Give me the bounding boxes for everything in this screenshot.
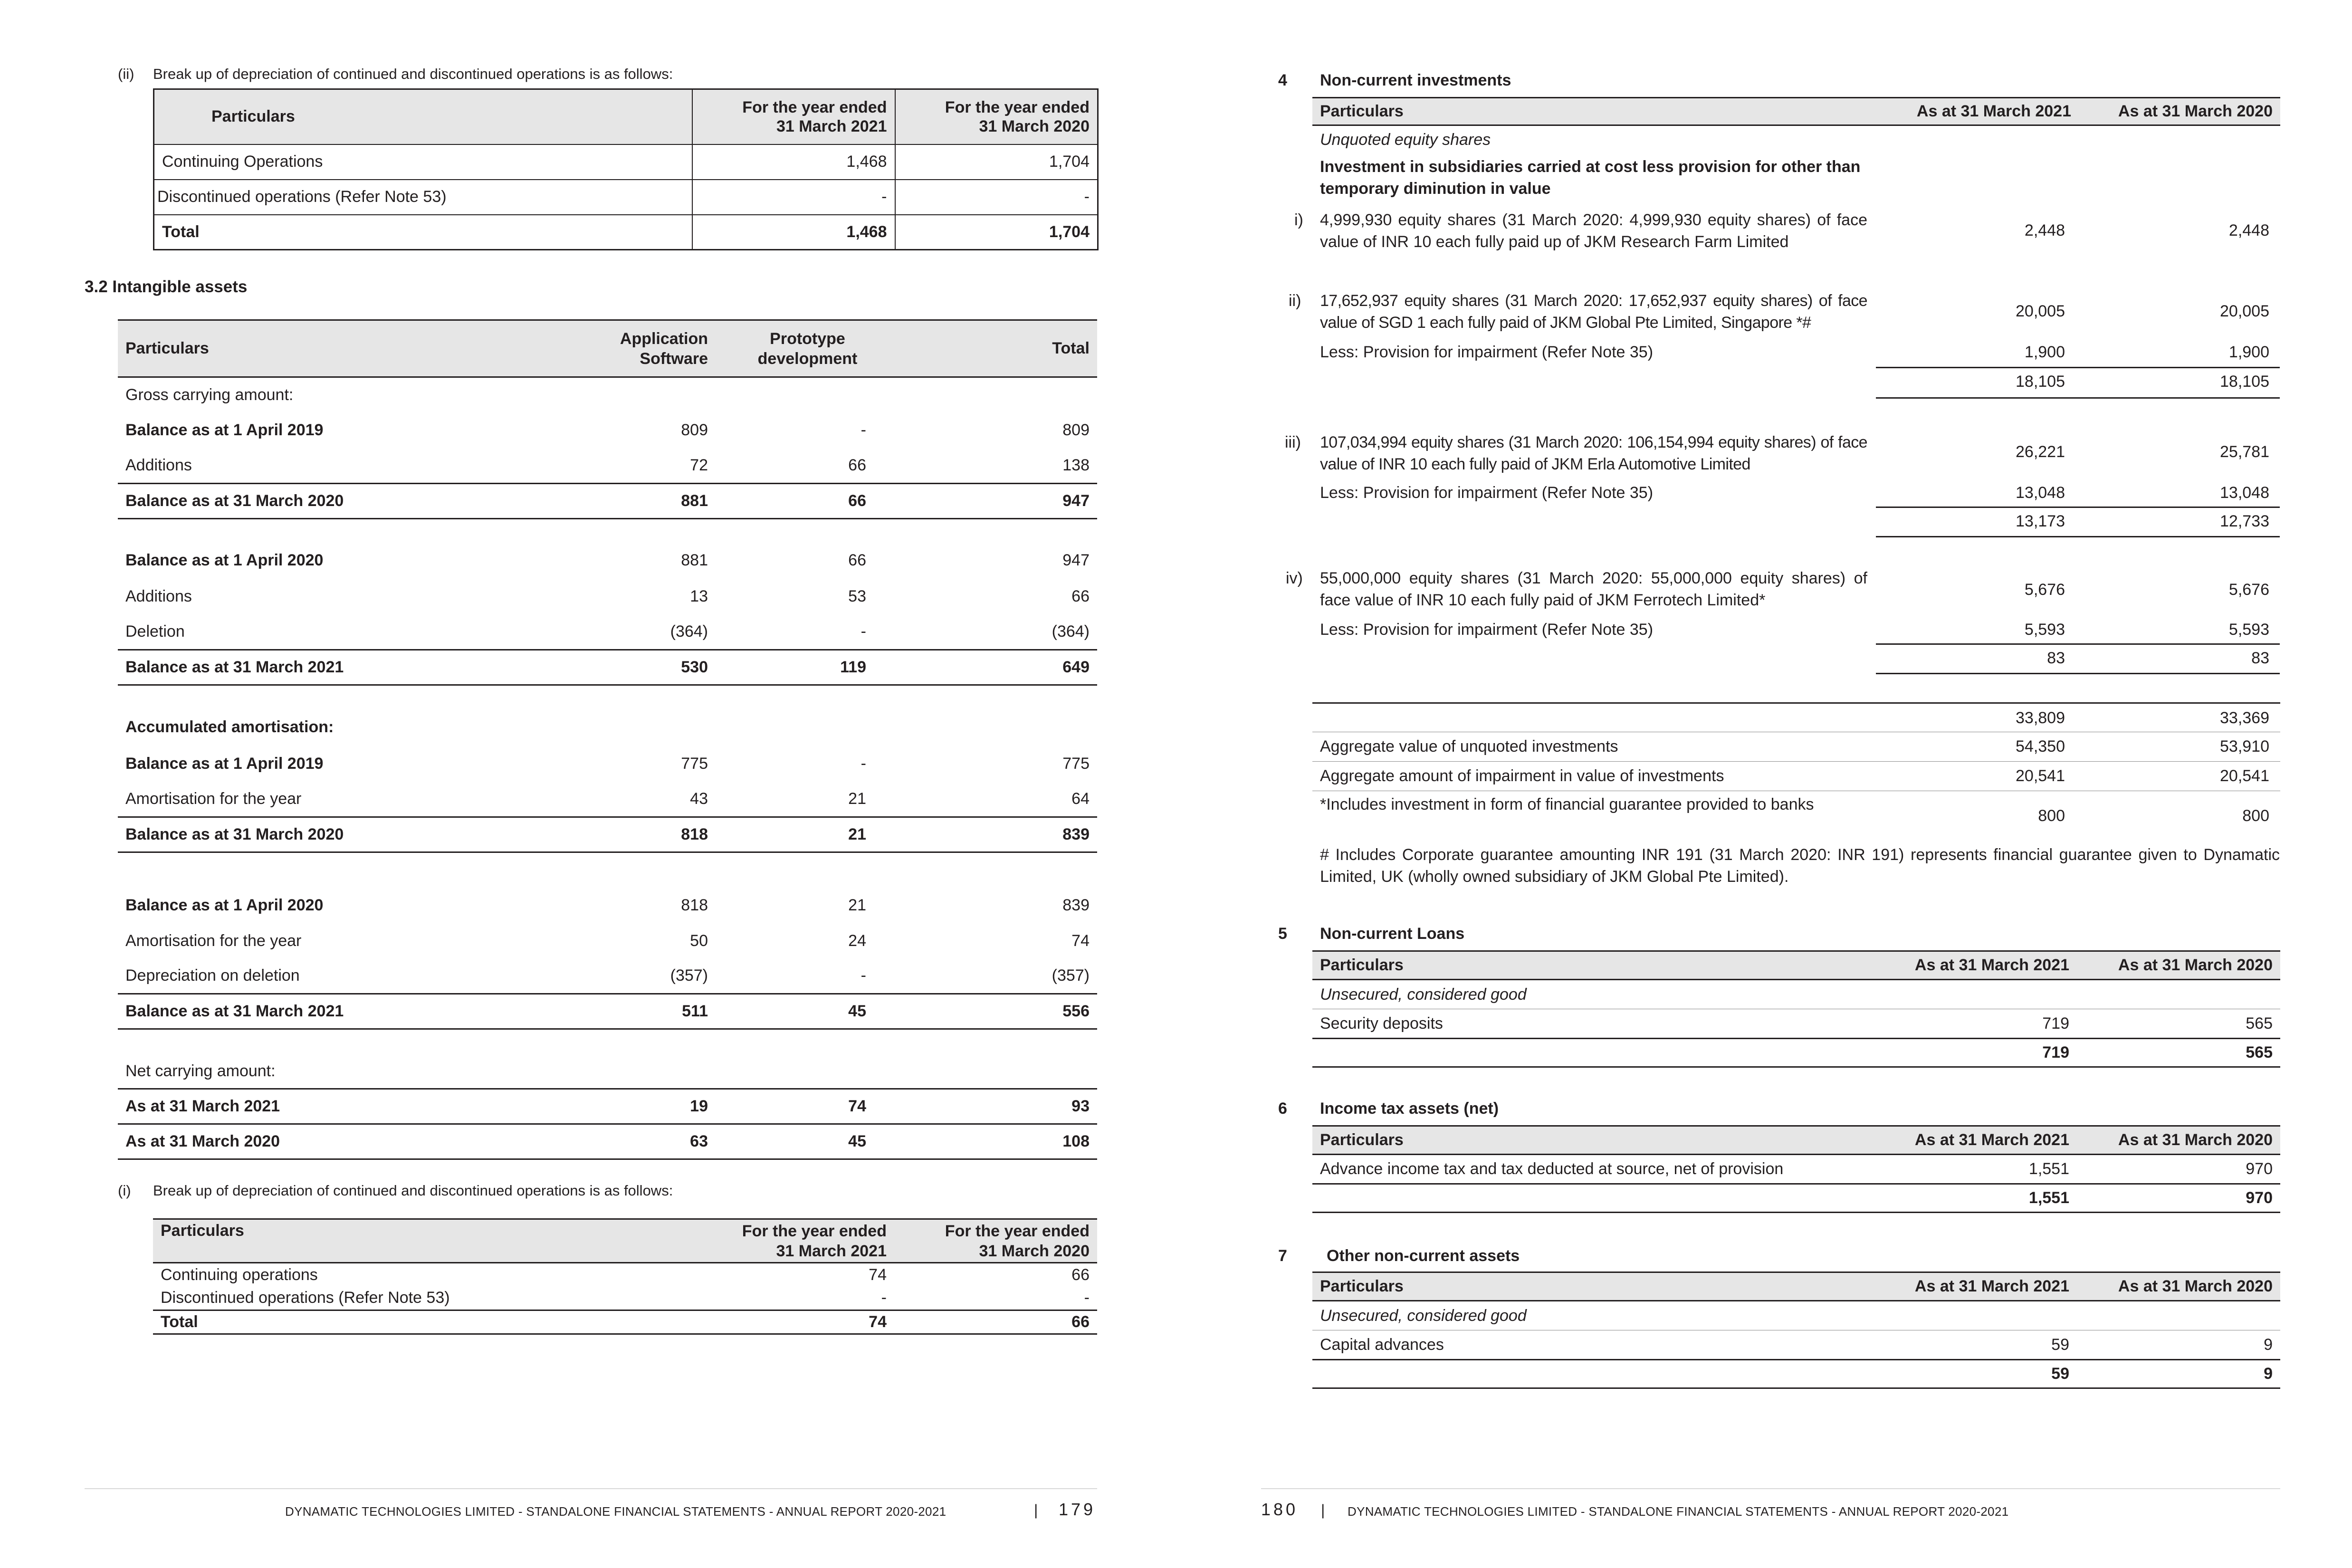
item-ii-less-2020: 1,900: [2228, 343, 2269, 361]
agg-value-2021: 54,350: [2016, 737, 2065, 755]
table-row: Depreciation on deletion (357) - (357): [125, 966, 1090, 985]
item-ii-2020: 20,005: [2220, 302, 2269, 320]
item-ii-net-2021: 18,105: [2016, 373, 2065, 391]
note-i-table: [153, 1218, 1097, 1335]
note-5-table: [1312, 950, 2280, 1068]
table-row: Continuing operations 74 66: [161, 1265, 1090, 1284]
table-row: Net carrying amount:: [118, 1055, 1097, 1089]
footer-left-text: DYNAMATIC TECHNOLOGIES LIMITED - STANDALONE FINANCIAL STATEMENTS - ANNUAL REPORT 2020-2021: [285, 1504, 947, 1519]
column-header-particulars: Particulars: [153, 1219, 691, 1263]
table-row-total: 1,551 970: [1312, 1184, 2280, 1213]
item-iii-2020: 25,781: [2220, 443, 2269, 461]
agg-impair-2021: 20,541: [2016, 767, 2065, 785]
column-header-fy2020: For the year ended 31 March 2020: [894, 1219, 1097, 1263]
column-header-particulars: Particulars: [1312, 1126, 1877, 1155]
item-iii-net-2020: 12,733: [2220, 512, 2269, 530]
table-row: Additions 72 66 138: [125, 456, 1090, 475]
table-row: As at 31 March 2020 63 45 108: [118, 1124, 1097, 1159]
note-4-table: [1312, 97, 2280, 201]
rule: [1876, 367, 2280, 368]
item-ii-less-2021: 1,900: [2024, 343, 2065, 361]
column-header-2020: As at 31 March 2020: [2079, 98, 2280, 125]
rule: [1876, 673, 2280, 674]
item-ii-marker: ii): [1289, 292, 1301, 310]
note-6-number: 6: [1278, 1100, 1287, 1118]
note-5-number: 5: [1278, 925, 1287, 943]
guarantee-2020: 800: [2242, 807, 2269, 825]
note-i-marker: (i): [118, 1182, 131, 1199]
agg-impair-label: Aggregate amount of impairment in value of investments: [1320, 767, 1724, 785]
footer-right-text: DYNAMATIC TECHNOLOGIES LIMITED - STANDALONE FINANCIAL STATEMENTS - ANNUAL REPORT 2020-2021: [1348, 1504, 2009, 1519]
column-header-fy2021: For the year ended 31 March 2021: [691, 1219, 894, 1263]
column-header-2020: As at 31 March 2020: [2077, 951, 2280, 980]
column-header-prototype-development: Prototype development: [716, 320, 899, 377]
note-7-subhead: Unsecured, considered good: [1312, 1301, 1877, 1330]
intangible-table: [118, 319, 1097, 1160]
agg-impair-2020: 20,541: [2220, 767, 2269, 785]
item-iii-2021: 26,221: [2016, 443, 2065, 461]
guarantee-2021: 800: [2038, 807, 2065, 825]
table-row: Advance income tax and tax deducted at source, net of provision 1,551 970: [1320, 1160, 2273, 1178]
rule: [1876, 643, 2280, 645]
column-header-fy2021: For the year ended 31 March 2021: [692, 89, 895, 144]
footer-right-separator: |: [1321, 1501, 1325, 1519]
footer-rule-left: [85, 1488, 1097, 1489]
footer-left-separator: |: [1034, 1501, 1038, 1519]
note-7-title: Other non-current assets: [1327, 1247, 1520, 1265]
column-header-particulars: Particulars: [1312, 98, 1877, 125]
item-iii-text: 107,034,994 equity shares (31 March 2020: 106,154,994 equity shares) of face value of INR 10 each fully paid of JKM Erla Automotive Limited: [1320, 433, 1867, 473]
column-header-2020: As at 31 March 2020: [2077, 1126, 2280, 1155]
item-i-text: 4,999,930 equity shares (31 March 2020: 4,999,930 equity shares) of face value of INR 10 each fully paid up of JKM Research Farm Limited: [1320, 211, 1867, 251]
note-4-title: Non-current investments: [1320, 71, 1511, 89]
table-row: Discontinued operations (Refer Note 53) - -: [154, 180, 1098, 215]
table-row-total: Total 74 66: [153, 1310, 1097, 1334]
table-row-subtotal: Balance as at 31 March 2021 511 45 556: [118, 994, 1097, 1029]
investment-heading: Investment in subsidiaries carried at cost less provision for other than temporary diminution in value: [1320, 157, 1861, 198]
rule: [1312, 702, 2280, 704]
column-header-particulars: Particulars: [1312, 1272, 1877, 1301]
column-header-application-software: Application Software: [593, 320, 716, 377]
column-header-particulars: Particulars: [154, 89, 692, 144]
item-iii-net-2021: 13,173: [2016, 512, 2065, 530]
rule: [1876, 397, 2280, 399]
note-ii-marker: (ii): [118, 66, 134, 82]
item-iii-less: Less: Provision for impairment (Refer Note 35): [1320, 484, 1654, 502]
table-row: Amortisation for the year 43 21 64: [125, 790, 1090, 808]
note-4-number: 4: [1278, 71, 1287, 89]
table-row-subtotal: Balance as at 31 March 2020 818 21 839: [118, 817, 1097, 852]
item-iii-less-2021: 13,048: [2016, 484, 2065, 502]
item-iii-less-2020: 13,048: [2220, 484, 2269, 502]
item-iv-less-2021: 5,593: [2024, 621, 2065, 639]
page-number-right: 180: [1261, 1500, 1299, 1519]
column-header-2021: As at 31 March 2021: [1877, 1126, 2077, 1155]
table-row-subtotal: Balance as at 31 March 2021 530 119 649: [118, 650, 1097, 685]
total-2021: 33,809: [2016, 709, 2065, 727]
table-row-total: 59 9: [1312, 1360, 2280, 1388]
table-row: Security deposits 719 565: [1320, 1014, 2273, 1033]
table-row: Balance as at 1 April 2019 775 - 775: [125, 755, 1090, 773]
column-header-2021: As at 31 March 2021: [1877, 951, 2077, 980]
item-i-2020: 2,448: [2228, 221, 2269, 239]
note-ii-table: [153, 88, 1099, 250]
table-row: Accumulated amortisation:: [125, 718, 334, 736]
rule: [1312, 761, 2280, 762]
agg-value-label: Aggregate value of unquoted investments: [1320, 737, 1618, 755]
item-i-marker: i): [1294, 211, 1303, 229]
intangible-title: 3.2 Intangible assets: [85, 277, 248, 296]
note-6-table: [1312, 1125, 2280, 1213]
item-iv-less: Less: Provision for impairment (Refer Note 35): [1320, 621, 1654, 639]
item-iv-less-2020: 5,593: [2228, 621, 2269, 639]
item-iv-2021: 5,676: [2024, 581, 2065, 599]
item-ii-less: Less: Provision for impairment (Refer Note 35): [1320, 343, 1654, 361]
total-2020: 33,369: [2220, 709, 2269, 727]
item-ii-2021: 20,005: [2016, 302, 2065, 320]
table-row-total: Total 1,468 1,704: [154, 215, 1098, 250]
intangible-header-row: [118, 320, 1097, 377]
table-row: Balance as at 1 April 2020 818 21 839: [125, 896, 1090, 914]
table-row: Gross carrying amount:: [125, 385, 294, 404]
note-7-table: [1312, 1272, 2280, 1389]
note-5-title: Non-current Loans: [1320, 925, 1465, 943]
rule: [1876, 507, 2280, 508]
table-row: Amortisation for the year 50 24 74: [125, 932, 1090, 950]
table-row: Capital advances 59 9: [1320, 1335, 2273, 1354]
table-row-total: 719 565: [1312, 1039, 2280, 1067]
note-5-subhead: Unsecured, considered good: [1312, 980, 1877, 1009]
column-header-particulars: Particulars: [1312, 951, 1877, 980]
agg-value-2020: 53,910: [2220, 737, 2269, 755]
unquoted-subhead: Unquoted equity shares: [1320, 130, 1491, 149]
note-4-footnote: # Includes Corporate guarantee amounting INR 191 (31 March 2020: INR 191) represents financial guarantee given to Dynamatic Limited, UK (wholly owned subsidiary of JKM Global Pte Limited).: [1320, 846, 2280, 886]
table-row: Balance as at 1 April 2019 809 - 809: [125, 421, 1090, 439]
column-header-total: Total: [899, 320, 1097, 377]
table-row: Additions 13 53 66: [125, 587, 1090, 605]
column-header-2020: As at 31 March 2020: [2077, 1272, 2280, 1301]
item-iv-net-2020: 83: [2251, 649, 2269, 667]
note-6-title: Income tax assets (net): [1320, 1100, 1499, 1118]
note-7-number: 7: [1278, 1247, 1287, 1265]
table-row: As at 31 March 2021 19 74 93: [118, 1089, 1097, 1124]
item-iv-text: 55,000,000 equity shares (31 March 2020: 55,000,000 equity shares) of face value of INR 10 each fully paid of JKM Ferrotech Limited*: [1320, 569, 1867, 609]
column-header-2021: As at 31 March 2021: [1877, 98, 2079, 125]
page-number-left: 179: [1059, 1500, 1096, 1519]
table-row: Continuing Operations 1,468 1,704: [154, 144, 1098, 180]
item-iv-net-2021: 83: [2047, 649, 2065, 667]
table-row: Discontinued operations (Refer Note 53) - -: [161, 1289, 1090, 1307]
item-ii-net-2020: 18,105: [2220, 373, 2269, 391]
column-header-fy2020: For the year ended 31 March 2020: [895, 89, 1098, 144]
note-i-caption: Break up of depreciation of continued and discontinued operations is as follows:: [153, 1182, 673, 1199]
item-iv-marker: iv): [1286, 569, 1303, 587]
guarantee-label: *Includes investment in form of financial guarantee provided to banks: [1320, 795, 1814, 813]
column-header-2021: As at 31 March 2021: [1877, 1272, 2077, 1301]
item-i-2021: 2,448: [2024, 221, 2065, 239]
item-iii-marker: iii): [1285, 433, 1301, 451]
table-row: Balance as at 1 April 2020 881 66 947: [125, 551, 1090, 569]
table-row-subtotal: Balance as at 31 March 2020 881 66 947: [118, 484, 1097, 519]
rule: [1876, 536, 2280, 537]
item-ii-text: 17,652,937 equity shares (31 March 2020: 17,652,937 equity shares) of face value of SGD 1 each fully paid of JKM Global Pte Limited, Singapore *#: [1320, 292, 1867, 332]
column-header-particulars: Particulars: [118, 320, 593, 377]
note-ii-caption: Break up of depreciation of continued and discontinued operations is as follows:: [153, 66, 673, 82]
item-iv-2020: 5,676: [2228, 581, 2269, 599]
footer-rule-right: [1261, 1488, 2280, 1489]
table-row: Deletion (364) - (364): [125, 622, 1090, 641]
